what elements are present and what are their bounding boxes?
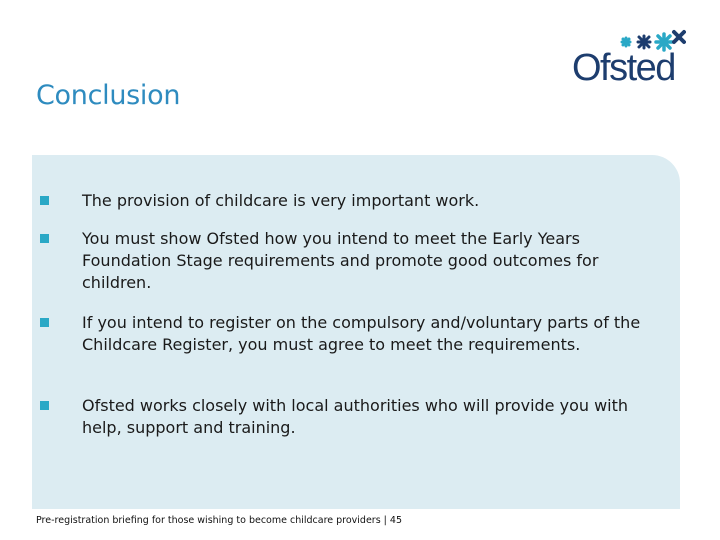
bullet-text: If you intend to register on the compulsory and/voluntary parts of the Childcare Register, you must agree to meet the requirements.: [82, 313, 641, 354]
bullet-marker: [40, 318, 49, 327]
bullet-marker: [40, 196, 49, 205]
bullet-marker: [40, 401, 49, 410]
slide-title: Conclusion: [36, 80, 181, 111]
bullet-marker: [40, 234, 49, 243]
bullet-text: Ofsted works closely with local authorities who will provide you with help, support and training.: [82, 396, 629, 437]
footer: Pre-registration briefing for those wishing to become childcare providers | 45: [36, 515, 402, 526]
bullet-text: The provision of childcare is very important work.: [82, 191, 480, 210]
logo-text: Ofsted: [572, 47, 675, 89]
bullet-text: You must show Ofsted how you intend to meet the Early Years Foundation Stage requirements and promote good outcomes for children.: [82, 229, 599, 292]
ofsted-logo: [572, 28, 684, 94]
